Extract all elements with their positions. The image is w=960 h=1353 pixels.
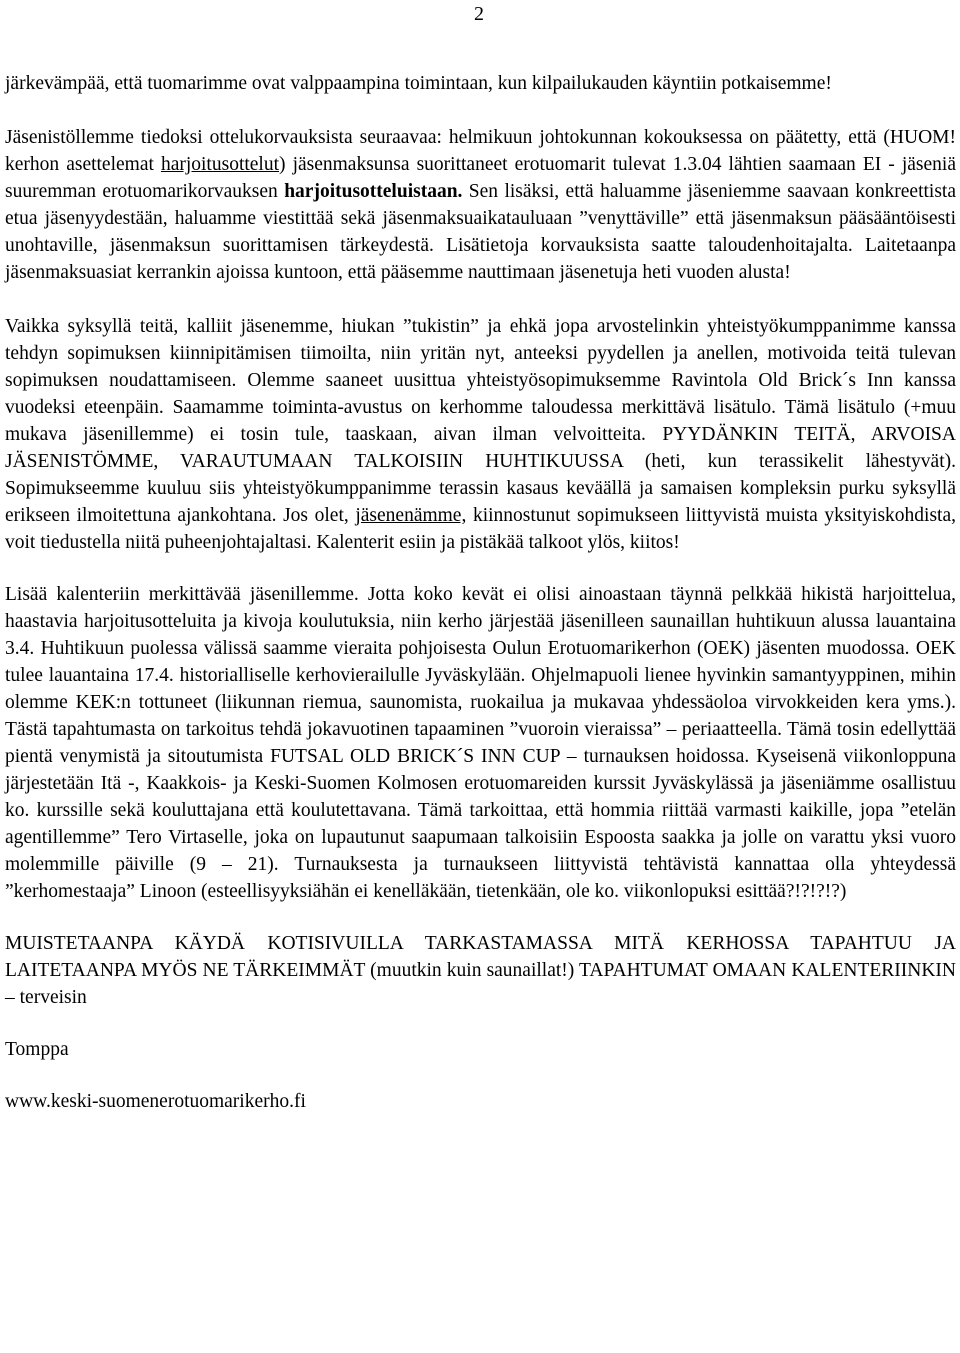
signature: Tomppa [5, 1039, 69, 1060]
text-span: Jäsenistöllemme tiedoksi ottelukorvauksista seuraavaa: helmikuun johtokunnan kokouksessa on päätetty, että (HUOM! kerhon asettelemat [5, 127, 956, 175]
paragraph-reminder: MUISTETAANPA KÄYDÄ KOTISIVUILLA TARKASTAMASSA MITÄ KERHOSSA TAPAHTUU JA LAITETAANPA MYÖS NE TÄRKEIMMÄT (muutkin kuin saunaillat!) TAPAHTUMAT OMAAN KALENTERIINKIN – terveisin [5, 933, 956, 1008]
page-number: 2 [474, 3, 484, 25]
text-span: kiinnostunut sopimukseen liittyvistä muista yksityiskohdista, voit tiedustella niitä puheenjohtajaltasi. Kalenterit esiin ja pistäkää talkoot ylös, kiitos! [5, 505, 956, 553]
text-span: Vaikka syksyllä teitä, kalliit jäsenemme, hiukan ”tukistin” ja ehkä jopa arvostelinkin yhteistyökumppanimme kanssa tehdyn sopimuksen kiinnipitämisen tiimoilta, niin yritän nyt, anteeksi pyydellen ja anellen, motivoida teitä tulevan sopimuksen noudattamiseen. Olemme saaneet uusittua yhteistyösopimuksemme Ravintola Old Brick´s Inn kanssa vuodeksi eteenpäin. Saamamme toiminta-avustus on kerhomme taloudessa merkittävä lisätulo. Tämä lisätulo (+muu mukava jäsenillemme) ei tosin tule, taaskaan, aivan ilman velvoitteita. PYYDÄNKIN TEITÄ, ARVOISA JÄSENISTÖMME, VARAUTUMAAN TALKOISIIN HUHTIKUUSSA (heti, kun terassikelit lähestyvät). Sopimukseemme kuuluu siis yhteistyökumppanimme terassin kasaus keväällä ja samaisen kompleksin purku syksyllä erikseen ilmoitettuna ajankohtana. Jos olet, [5, 316, 956, 526]
underlined-term-jasenenamme: jäsenenämme, [355, 505, 467, 526]
text-span: ) jäsenmaksunsa suorittaneet erotuomarit tulevat 1.3.04 lähtien saamaan EI - jäseniä suuremman erotuomarikorvauksen [5, 154, 956, 202]
underlined-term-harjoitusottelut: harjoitusottelut [160, 154, 280, 175]
paragraph-calendar-events: Lisää kalenteriin merkittävää jäsenillemme. Jotta koko kevät ei olisi ainoastaan täynnä pelkkää hikistä harjoittelua, haastavia harjoitusotteluita ja kivoja koulutuksia, niin kerho järjestää jäsenilleen saunaillan huhtikuun alussa lauantaina 3.4. Huhtikuun puolessa välissä saamme vieraita pohjoisesta Oulun Erotuomarikerhon (OEK) jäsenten muodossa. OEK tulee lauantaina 17.4. historialliselle kerhovierailulle Jyväskylään. Ohjelmapuoli lienee hyvinkin samantyyppinen, mihin olemme KEK:n tottuneet (liikunnan riemua, saunomista, ruokailua ja mukavaa yhdessäoloa virvokkeiden kera yms.). Tästä tapahtumasta on tarkoitus tehdä jokavuotinen tapaaminen ”vuoroin vieraissa” – periaatteella. Tämä tosin edellyttää pientä venymistä ja sitoutumista FUTSAL OLD BRICK´S INN CUP – turnauksen hoidossa. Kyseisenä viikonloppuna järjestetään Itä -, Kaakkois- ja Keski-Suomen Kolmosen erotuomareiden kurssit Jyväskylässä ja jäseniämme osallistuu ko. kurssille sekä kouluttajana että koulutettavana. Tämä tarkoittaa, että hommia riittää varmasti kaikille, jopa ”etelän agentillemme” Tero Virtaselle, joka on lupautunut saapumaan talkoisiin Espoosta saakka ja jolle on varattu yksi vuoro molemmille päiville (9 – 21). Turnauksesta ja turnaukseen liittyvistä tehtävistä kannattaa olla yhteydessä ”kerhomestaaja” Linoon (esteellisyyksiähän ei kenelläkään, tietenkään, ole ko. viikonlopuksi esittää?!?!?!?) [5, 584, 956, 902]
document-body [5, 70, 956, 1115]
paragraph-intro: järkevämpää, että tuomarimme ovat valppaampina toimintaan, kun kilpailukauden käyntiin potkaisemme! [5, 73, 832, 94]
bold-term-harjoitusotteluistaan: harjoitusotteluistaan. [284, 181, 463, 202]
website-url[interactable]: www.keski-suomenerotuomarikerho.fi [5, 1091, 306, 1112]
paragraph-match-compensation [5, 124, 956, 286]
paragraph-cooperation-agreement [5, 313, 956, 556]
text-span: Sen lisäksi, että haluamme jäseniemme saavaan konkreettista etua jäsenyydestään, haluamme viestittää sekä jäsenmaksuaikatauluaan ”venyttäville” että jäsenmaksun pääsääntöisesti unohtaville, jäsenmaksun suorittamisen tärkeydestä. Lisätietoja korvauksista saatte taloudenhoitajalta. Laitetaanpa jäsenmaksuasiat kerrankin ajoissa kuntoon, että pääsemme nauttimaan jäsenetuja heti vuoden alusta! [5, 181, 957, 283]
